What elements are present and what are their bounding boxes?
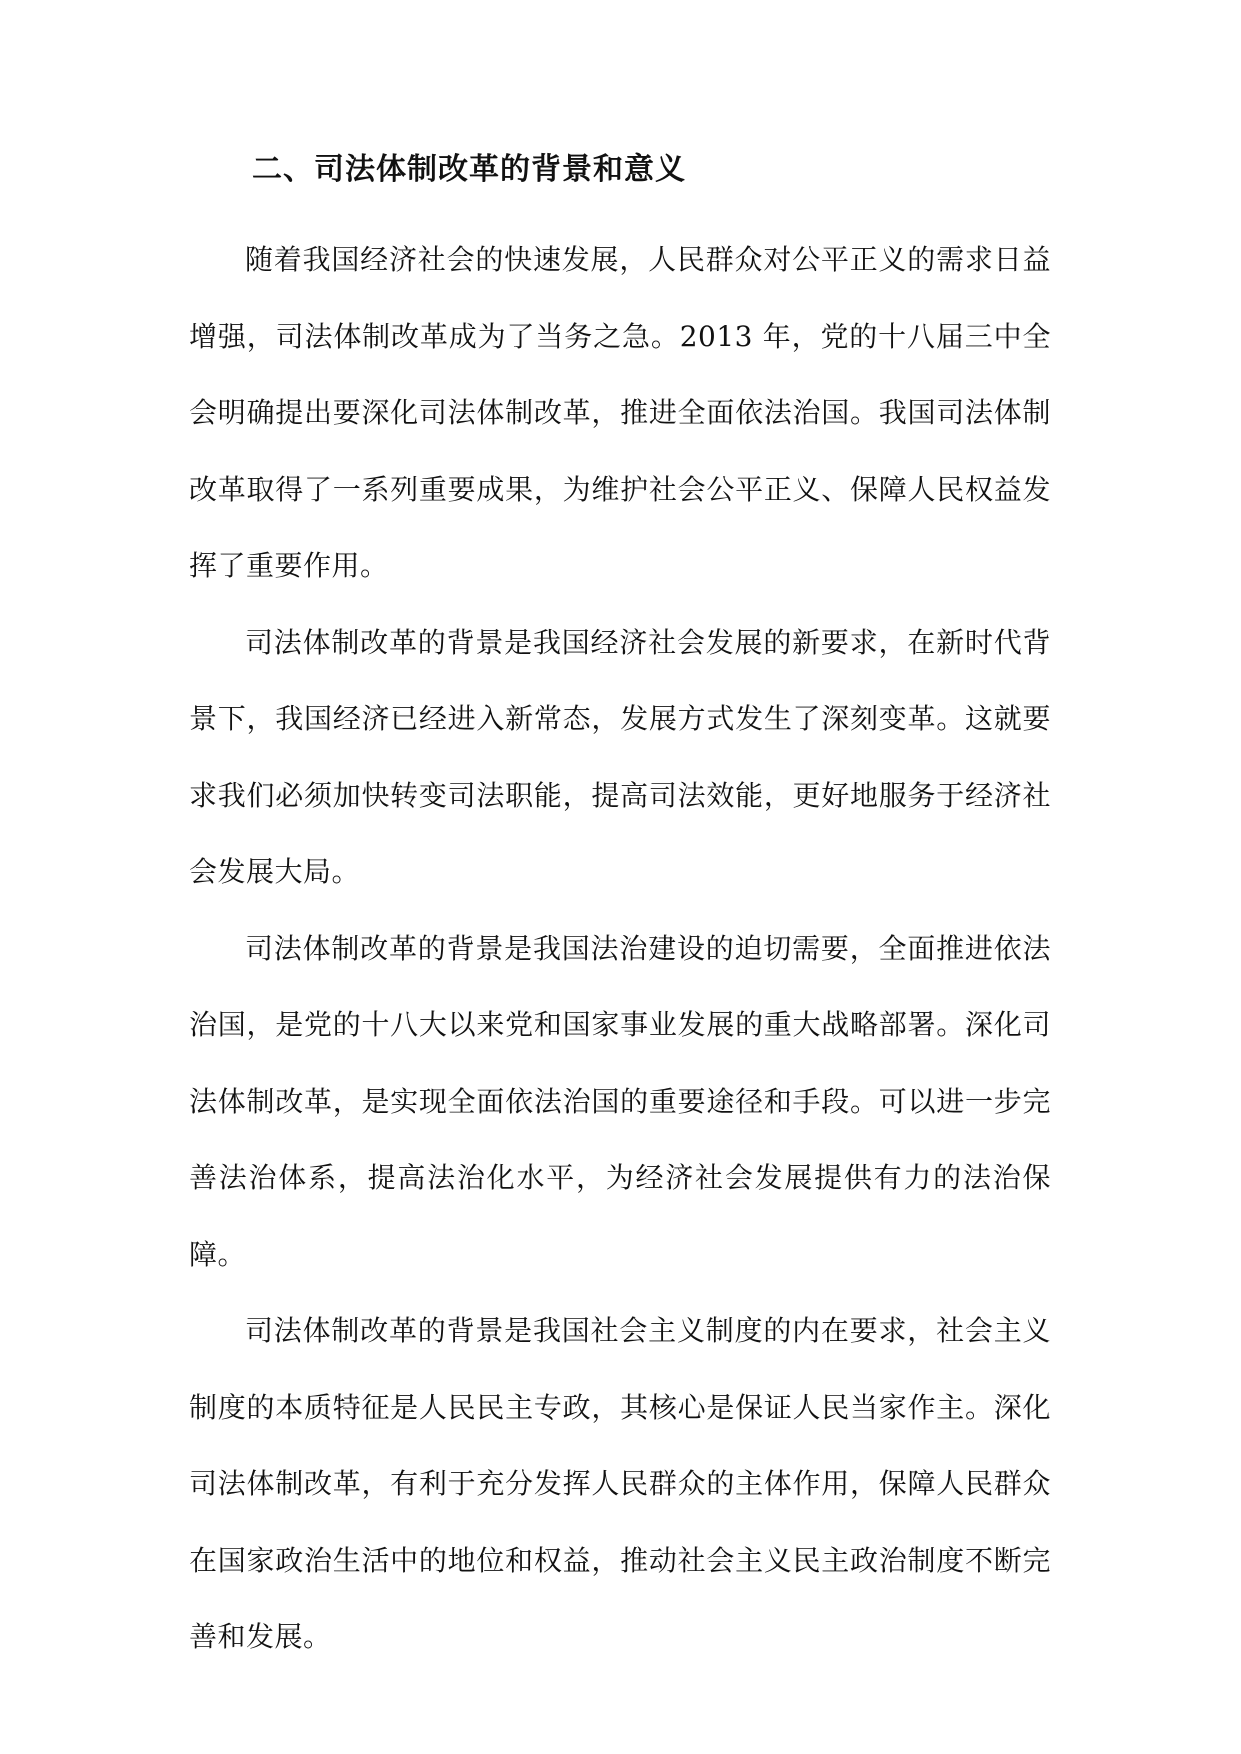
paragraph-1: 随着我国经济社会的快速发展，人民群众对公平正义的需求日益增强，司法体制改革成为了当务之急。2013 年，党的十八届三中全会明确提出要深化司法体制改革，推进全面依法治国。我国司法体制改革取得了一系列重要成果，为维护社会公平正义、保障人民权益发挥了重要作用。 [189,243,1051,582]
paragraph-3: 司法体制改革的背景是我国法治建设的迫切需要，全面推进依法治国，是党的十八大以来党和国家事业发展的重大战略部署。深化司法体制改革，是实现全面依法治国的重要途径和手段。可以进一步完善法治体系，提高法治化水平，为经济社会发展提供有力的法治保障。 [189,931,1051,1271]
paragraph-2: 司法体制改革的背景是我国经济社会发展的新要求，在新时代背景下，我国经济已经进入新常态，发展方式发生了深刻变革。这就要求我们必须加快转变司法职能，提高司法效能，更好地服务于经济社会发展大局。 [189,625,1051,888]
section-heading: 二、司法体制改革的背景和意义 [252,152,686,187]
paragraph-4: 司法体制改革的背景是我国社会主义制度的内在要求，社会主义制度的本质特征是人民民主专政，其核心是保证人民当家作主。深化司法体制改革，有利于充分发挥人民群众的主体作用，保障人民群众在国家政治生活中的地位和权益，推动社会主义民主政治制度不断完善和发展。 [189,1314,1051,1653]
body-text [189,222,1051,1676]
